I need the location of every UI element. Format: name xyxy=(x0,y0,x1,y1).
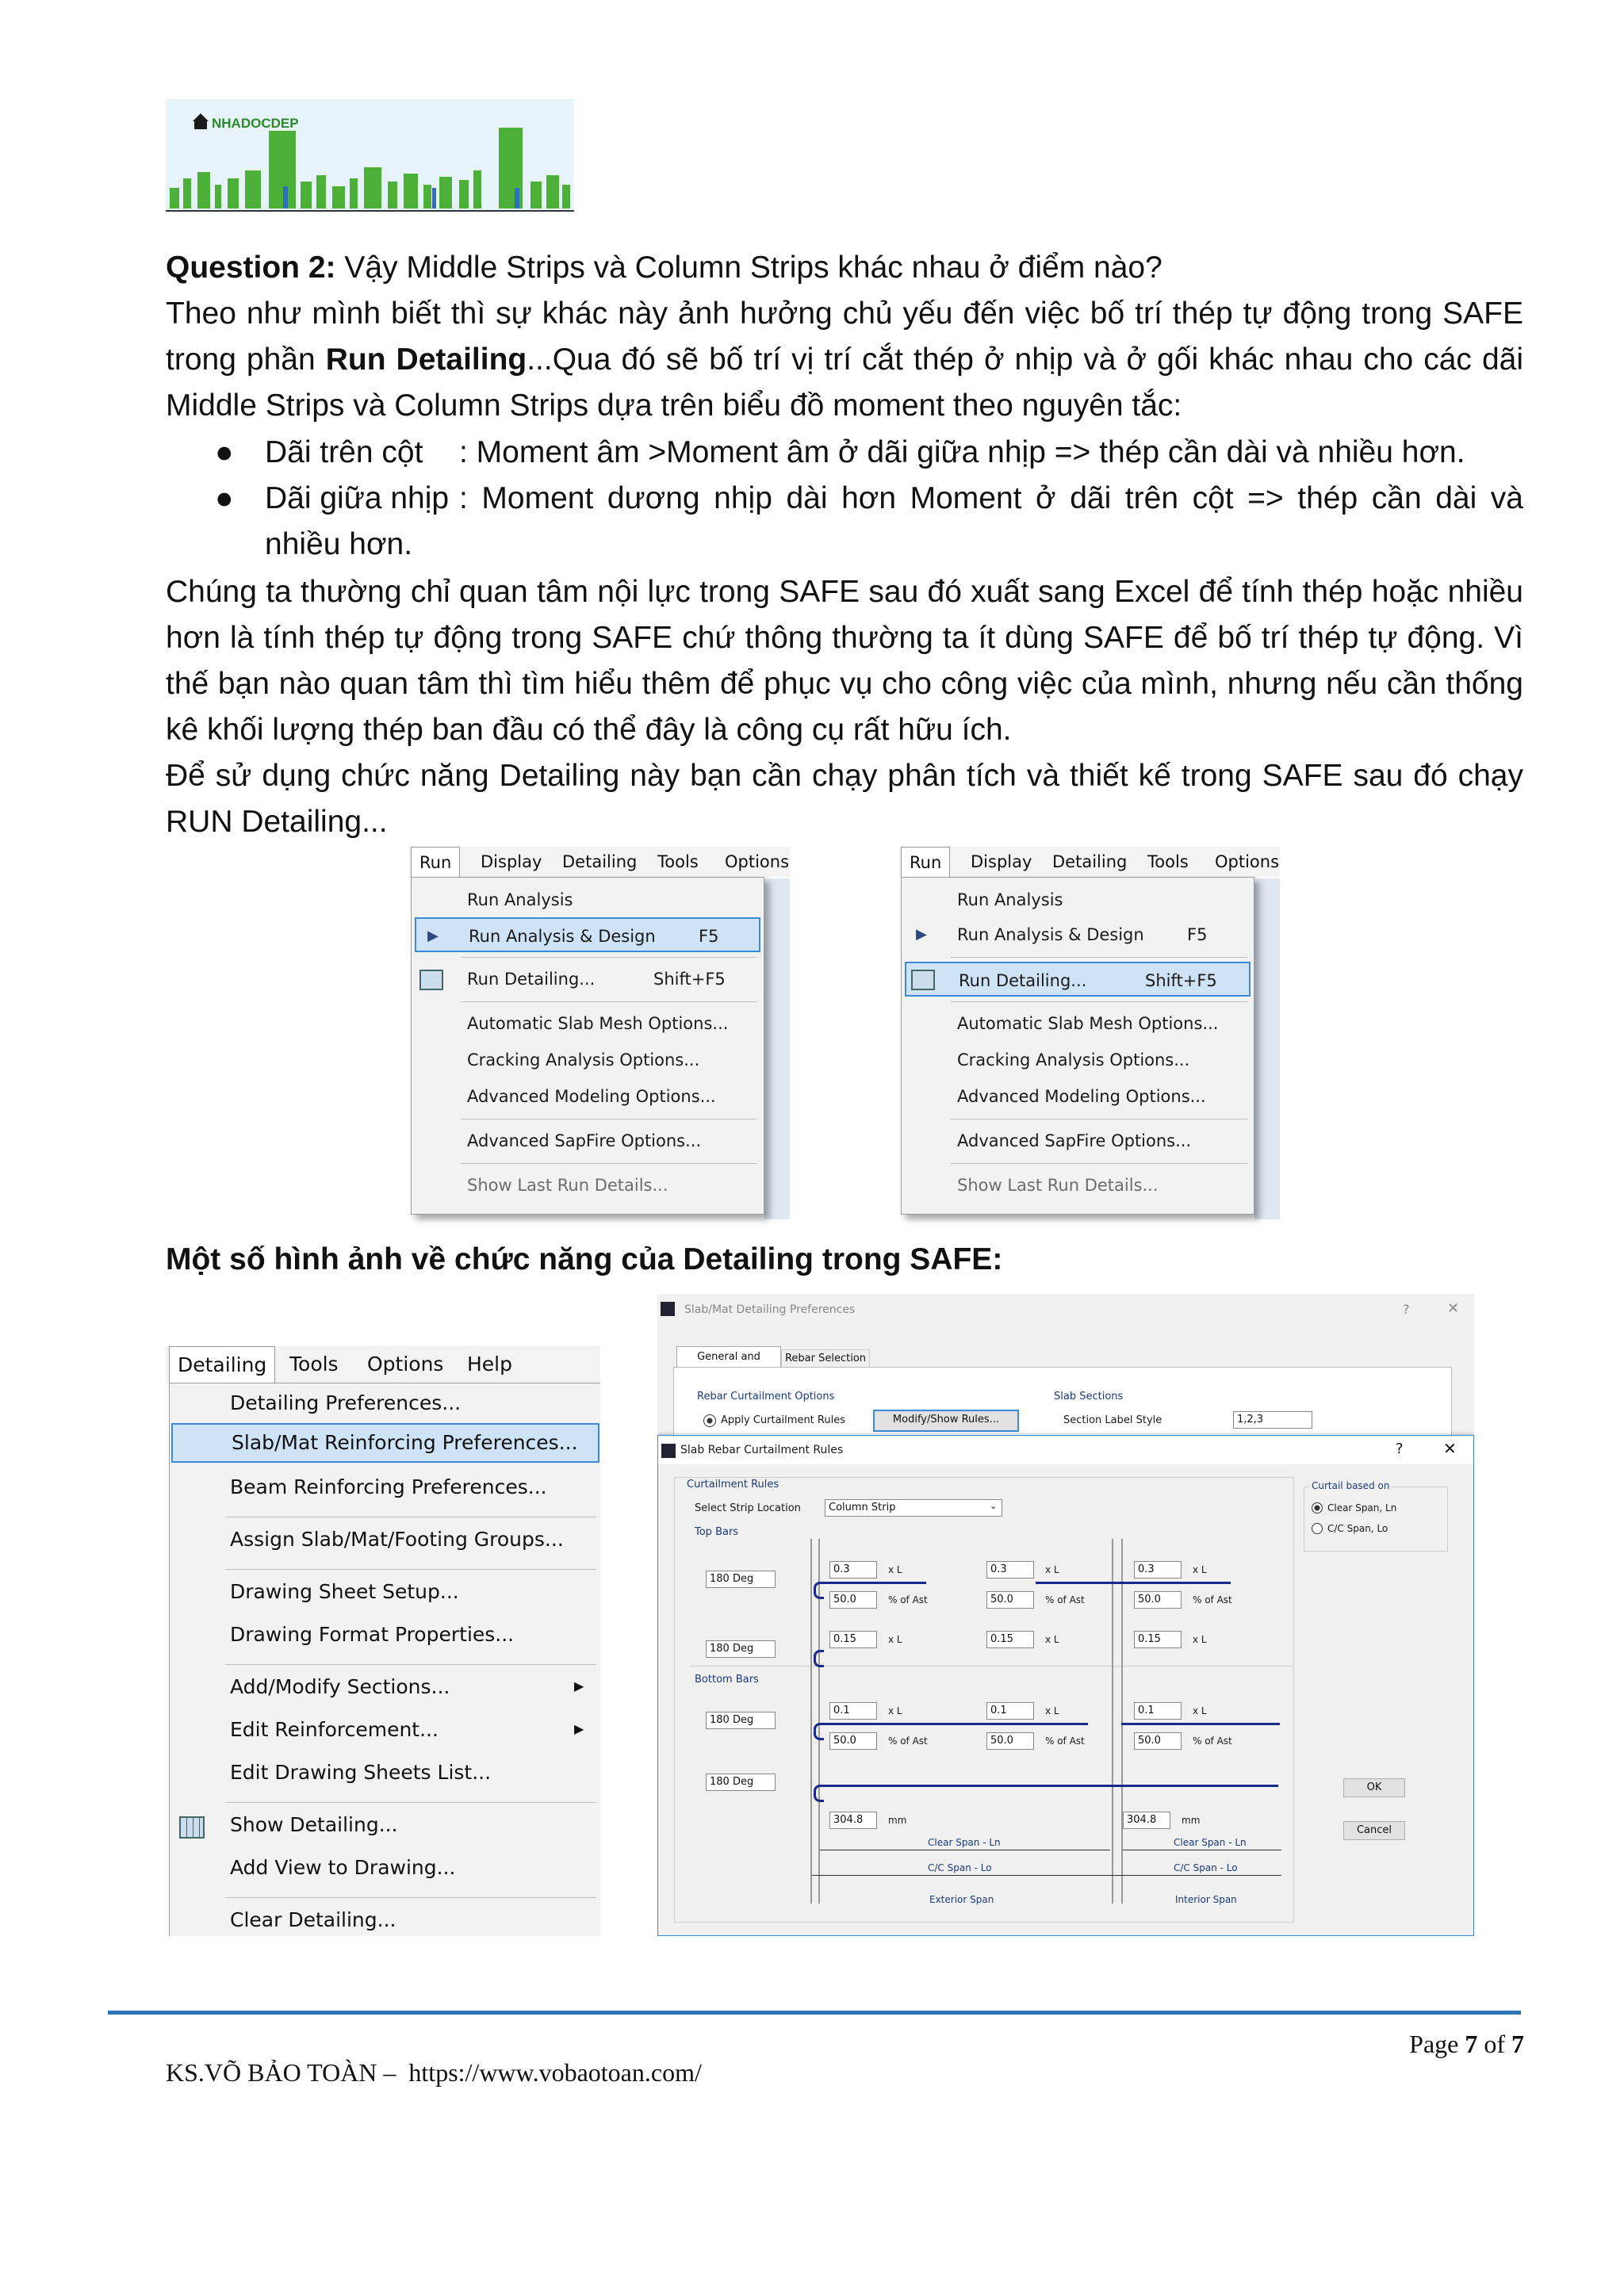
menu-item-add-sections[interactable]: Add/Modify Sections... xyxy=(230,1675,450,1698)
modify-rules-button[interactable]: Modify/Show Rules... xyxy=(873,1410,1019,1432)
top-pct-2[interactable]: 50.0 xyxy=(986,1591,1034,1609)
dim-line xyxy=(1118,1875,1281,1876)
menu-item-edit-sheets[interactable]: Edit Drawing Sheets List... xyxy=(230,1761,492,1784)
rebar-bot-1 xyxy=(818,1723,1088,1725)
app-icon xyxy=(661,1302,675,1316)
bot-pct-2[interactable]: 50.0 xyxy=(986,1732,1034,1750)
menu-item-run-analysis-design[interactable]: ▶ Run Analysis & Design F5 xyxy=(415,917,760,952)
question-text: Vậy Middle Strips và Column Strips khác nhau ở điểm nào? xyxy=(335,251,1162,285)
unit-label: % of Ast xyxy=(1193,1735,1232,1747)
menu-item-advanced-modeling[interactable]: Advanced Modeling Options... xyxy=(957,1087,1206,1106)
interior-span-label: Interior Span xyxy=(1175,1894,1237,1905)
unit-label: % of Ast xyxy=(1045,1735,1085,1747)
apply-rules-radio[interactable] xyxy=(703,1414,716,1427)
rules-dialog xyxy=(657,1435,1474,1936)
rebar-top-1 xyxy=(818,1582,926,1584)
menu-item-last-run[interactable]: Show Last Run Details... xyxy=(467,1176,668,1195)
unit-label: % of Ast xyxy=(1193,1594,1232,1605)
run-menu-screenshot-right xyxy=(899,847,1280,1219)
slab-sections-label: Slab Sections xyxy=(1054,1391,1124,1402)
menu-item-sapfire[interactable]: Advanced SapFire Options... xyxy=(957,1131,1192,1150)
section-heading: Một số hình ảnh về chức năng của Detailing trong SAFE: xyxy=(166,1242,1003,1276)
menu-item-run-detailing[interactable]: Run Detailing... Shift+F5 xyxy=(905,962,1251,997)
submenu-arrow-icon: ▶ xyxy=(574,1678,584,1693)
dim-line xyxy=(812,1875,1118,1876)
clear-span-label-int: Clear Span - Ln xyxy=(1174,1837,1247,1848)
chevron-down-icon: ⌄ xyxy=(990,1501,998,1511)
cc-span-label-ext: C/C Span - Lo xyxy=(928,1862,992,1873)
bottom-bars-label: Bottom Bars xyxy=(695,1674,759,1686)
separator xyxy=(951,1163,1247,1164)
unit-label: x L xyxy=(888,1634,902,1645)
support-line xyxy=(1121,1539,1123,1904)
bullet-2 xyxy=(166,476,1523,568)
strip-location-select[interactable]: Column Strip xyxy=(825,1499,1002,1517)
city-skyline-icon xyxy=(166,99,574,210)
rebar-bot-right xyxy=(1121,1723,1280,1725)
menu-item-slab-mesh[interactable]: Automatic Slab Mesh Options... xyxy=(957,1014,1219,1033)
run-dropdown xyxy=(901,877,1254,1215)
unit-label: mm xyxy=(1182,1815,1201,1826)
clear-span-label-ext: Clear Span - Ln xyxy=(928,1837,1001,1848)
clear-span-radio[interactable] xyxy=(1312,1502,1323,1513)
help-button[interactable]: ? xyxy=(1403,1302,1410,1317)
help-button[interactable]: ? xyxy=(1396,1441,1404,1457)
menu-item-beam-preferences[interactable]: Beam Reinforcing Preferences... xyxy=(230,1475,547,1498)
menu-detailing[interactable]: Detailing xyxy=(1052,852,1128,871)
clear-span-option: Clear Span, Ln xyxy=(1327,1502,1397,1513)
curtailment-rules-label: Curtailment Rules xyxy=(687,1479,779,1490)
menu-run[interactable]: Run xyxy=(901,847,950,878)
bullet-term: Dãi giữa nhịp xyxy=(265,481,450,515)
menu-detailing[interactable]: Detailing xyxy=(562,852,638,871)
menu-item-run-analysis[interactable]: Run Analysis xyxy=(957,890,1063,909)
bullet-text: : Moment dương nhịp dài hơn Moment ở dãi trên cột => thép cần dài và nhiều hơn. xyxy=(265,481,1523,561)
footer-author: KS.VÕ BẢO TOÀN – https://www.vobaotoan.com/ xyxy=(166,2058,702,2087)
cc-span-option: C/C Span, Lo xyxy=(1327,1523,1388,1534)
top-bars-label: Top Bars xyxy=(695,1526,739,1538)
detailing-icon xyxy=(911,970,935,990)
bullet-text: : Moment âm >Moment âm ở dãi giữa nhịp => thép cần dài và nhiều hơn. xyxy=(459,435,1465,469)
top-hook-select-2[interactable]: 180 Deg xyxy=(706,1640,776,1658)
unit-label: mm xyxy=(888,1815,907,1826)
detailing-icon xyxy=(419,970,443,990)
intro-text-bold: Run Detailing xyxy=(325,342,527,377)
menu-item-cracking[interactable]: Cracking Analysis Options... xyxy=(467,1050,700,1070)
menu-item-run-analysis-design[interactable]: ▶ Run Analysis & Design F5 xyxy=(902,917,1254,952)
pref-dialog-title: Slab/Mat Detailing Preferences xyxy=(684,1303,856,1316)
dialogs-screenshot xyxy=(657,1294,1474,1936)
menu-item-edit-reinforcement[interactable]: Edit Reinforcement... xyxy=(230,1718,439,1741)
rebar-bot-1-hook xyxy=(814,1723,824,1740)
top-extent-2[interactable]: 0.3 xyxy=(986,1561,1034,1578)
tab-rebar-selection[interactable]: Rebar Selection xyxy=(781,1349,870,1368)
top-hook-select-1[interactable]: 180 Deg xyxy=(706,1571,776,1588)
close-icon[interactable]: ✕ xyxy=(1443,1439,1457,1458)
top2-extent-2[interactable]: 0.15 xyxy=(986,1631,1034,1648)
menu-tools[interactable]: Tools xyxy=(1147,852,1189,871)
run-dropdown xyxy=(411,877,764,1215)
detailing-menu-screenshot xyxy=(166,1346,600,1936)
app-icon xyxy=(661,1444,676,1458)
paragraph-run-detailing: Để sử dụng chức năng Detailing này bạn cần chạy phân tích và thiết kế trong SAFE sau đó chạy RUN Detailing... xyxy=(166,759,1523,839)
cc-span-radio[interactable] xyxy=(1312,1523,1323,1534)
support-line xyxy=(1112,1539,1113,1904)
pref-panel xyxy=(673,1367,1452,1438)
page-number: Page 7 of 7 xyxy=(1409,2030,1524,2058)
apply-rules-label: Apply Curtailment Rules xyxy=(721,1414,845,1426)
menu-item-format-properties[interactable]: Drawing Format Properties... xyxy=(230,1623,515,1646)
unit-label: x L xyxy=(1193,1564,1207,1575)
bottom-hook-select-1[interactable]: 180 Deg xyxy=(706,1712,776,1729)
menu-tools[interactable]: Tools xyxy=(289,1353,339,1376)
curtailment-options-label: Rebar Curtailment Options xyxy=(697,1391,835,1402)
unit-label: x L xyxy=(1193,1705,1207,1716)
rebar-bot-2 xyxy=(818,1785,1278,1787)
background-canvas xyxy=(1254,878,1280,1219)
anchor-length-2[interactable]: 304.8 xyxy=(1123,1812,1170,1829)
background-canvas xyxy=(764,878,790,1219)
menu-item-last-run[interactable]: Show Last Run Details... xyxy=(957,1176,1159,1195)
menu-bar xyxy=(166,1346,600,1383)
top-extent-1[interactable]: 0.3 xyxy=(829,1561,877,1578)
menu-item-add-view[interactable]: Add View to Drawing... xyxy=(230,1856,456,1879)
separator xyxy=(461,1163,757,1164)
top2-extent-3[interactable]: 0.15 xyxy=(1134,1631,1182,1648)
bullet-dot: ● xyxy=(215,481,234,515)
menu-display[interactable]: Display xyxy=(971,852,1032,871)
rebar-top-1-hook xyxy=(814,1582,824,1599)
separator xyxy=(225,1569,596,1570)
bot-extent-3[interactable]: 0.1 xyxy=(1134,1702,1182,1720)
menu-item-sheet-setup[interactable]: Drawing Sheet Setup... xyxy=(230,1580,459,1603)
menu-item-sapfire[interactable]: Advanced SapFire Options... xyxy=(467,1131,702,1150)
menu-item-clear-detailing[interactable]: Clear Detailing... xyxy=(230,1908,396,1931)
bot-pct-3[interactable]: 50.0 xyxy=(1134,1732,1182,1750)
menu-item-slab-mesh[interactable]: Automatic Slab Mesh Options... xyxy=(467,1014,729,1033)
unit-label: x L xyxy=(888,1564,902,1575)
play-icon: ▶ xyxy=(427,928,439,944)
menu-item-assign-groups[interactable]: Assign Slab/Mat/Footing Groups... xyxy=(230,1528,564,1551)
curtail-based-on-label: Curtail based on xyxy=(1312,1480,1390,1491)
menu-item-run-detailing[interactable]: Run Detailing... Shift+F5 xyxy=(412,962,764,997)
submenu-arrow-icon: ▶ xyxy=(574,1721,584,1736)
menu-item-run-analysis[interactable]: Run Analysis xyxy=(467,890,573,909)
menu-display[interactable]: Display xyxy=(481,852,542,871)
unit-label: % of Ast xyxy=(1045,1594,1085,1605)
bullet-dot: ● xyxy=(215,435,234,469)
menu-item-cracking[interactable]: Cracking Analysis Options... xyxy=(957,1050,1190,1070)
rules-titlebar xyxy=(658,1436,1473,1464)
unit-label: x L xyxy=(888,1705,902,1716)
pref-dialog xyxy=(657,1294,1474,1437)
bot-extent-2[interactable]: 0.1 xyxy=(986,1702,1034,1720)
rebar-top-2-hook xyxy=(814,1650,824,1667)
bot-pct-1[interactable]: 50.0 xyxy=(829,1732,877,1750)
unit-label: x L xyxy=(1193,1634,1207,1645)
section-label-style-label: Section Label Style xyxy=(1063,1414,1162,1426)
bottom-hook-select-2[interactable]: 180 Deg xyxy=(706,1774,776,1791)
menu-run[interactable]: Run xyxy=(411,847,460,878)
paragraph-body: Chúng ta thường chỉ quan tâm nội lực trong SAFE sau đó xuất sang Excel để tính thép hoặc nhiều hơn là tính thép tự động trong SAFE chứ thông thường ta ít dùng SAFE để bố trí thép tự động. Vì thế bạn nào quan tâm thì tìm hiểu thêm để phục vụ cho công việc của mình, nhưng nếu cần thống kê khối lượng thép ban đầu có thể đây là công cụ rất hữu ích. xyxy=(166,575,1523,747)
separator xyxy=(461,1001,757,1002)
menu-detailing[interactable]: Detailing xyxy=(169,1346,275,1383)
bullet-term: Dãi trên cột xyxy=(265,435,423,469)
top-pct-1[interactable]: 50.0 xyxy=(829,1591,877,1609)
unit-label: % of Ast xyxy=(888,1594,928,1605)
unit-label: x L xyxy=(1045,1705,1059,1716)
exterior-span-label: Exterior Span xyxy=(929,1894,994,1905)
unit-label: % of Ast xyxy=(888,1735,928,1747)
menu-help[interactable]: Help xyxy=(467,1353,512,1376)
menu-options[interactable]: Options xyxy=(367,1353,444,1376)
separator xyxy=(225,1897,596,1898)
separator xyxy=(225,1664,596,1665)
menu-item-advanced-modeling[interactable]: Advanced Modeling Options... xyxy=(467,1087,716,1106)
logo xyxy=(166,99,574,212)
question-line xyxy=(166,245,1523,291)
menu-item-show-detailing[interactable]: Show Detailing... xyxy=(230,1813,398,1836)
separator xyxy=(951,957,1247,958)
detailing-dropdown xyxy=(169,1383,600,1936)
unit-label: x L xyxy=(1045,1634,1059,1645)
top-extent-3[interactable]: 0.3 xyxy=(1134,1561,1182,1578)
menu-item-slab-mat-preferences[interactable]: Slab/Mat Reinforcing Preferences... xyxy=(171,1423,599,1463)
intro-text-c: ...Qua đó sẽ bố trí vị trí cắt thép ở nhịp và ở gối khác nhau cho các dãi Middle Strips và Column Strips dựa trên biểu đồ moment theo nguyên tắc: xyxy=(166,342,1523,423)
bullet-1 xyxy=(166,430,1523,476)
anchor-length-1[interactable]: 304.8 xyxy=(829,1812,877,1829)
tab-general-display[interactable]: General and xyxy=(676,1346,781,1368)
rebar-top-mid xyxy=(1036,1582,1231,1584)
question-label: Question 2: xyxy=(166,251,336,285)
curtail-group-box xyxy=(1304,1487,1448,1552)
footer-rule xyxy=(108,2011,1521,2015)
menu-item-detailing-preferences[interactable]: Detailing Preferences... xyxy=(230,1391,462,1414)
bot-extent-1[interactable]: 0.1 xyxy=(829,1702,877,1720)
rebar-bot-2-hook xyxy=(814,1785,824,1802)
menu-bar xyxy=(899,847,1280,877)
menu-options[interactable]: Options xyxy=(1215,852,1280,871)
strip-location-label: Select Strip Location xyxy=(695,1502,801,1514)
menu-bar xyxy=(409,847,790,877)
separator xyxy=(951,1001,1247,1002)
cc-span-label-int: C/C Span - Lo xyxy=(1174,1862,1238,1873)
grid-icon xyxy=(179,1816,205,1839)
intro-text-a: Theo như mình biết thì sự khác này ảnh hưởng chủ yếu đến việc bố trí thép tự động trong SAFE trong phần xyxy=(166,297,1523,377)
separator xyxy=(225,1802,596,1803)
menu-tools[interactable]: Tools xyxy=(657,852,699,871)
play-icon: ▶ xyxy=(916,926,927,943)
rules-main-panel xyxy=(674,1477,1294,1923)
support-line xyxy=(810,1539,812,1904)
paragraph-intro xyxy=(166,291,1523,429)
cancel-button[interactable]: Cancel xyxy=(1343,1821,1405,1840)
close-icon[interactable]: ✕ xyxy=(1447,1300,1460,1317)
run-menu-screenshot-left xyxy=(409,847,790,1219)
separator xyxy=(461,957,757,958)
rules-dialog-title: Slab Rebar Curtailment Rules xyxy=(680,1444,844,1456)
top2-extent-1[interactable]: 0.15 xyxy=(829,1631,877,1648)
top-pct-3[interactable]: 50.0 xyxy=(1134,1591,1182,1609)
ok-button[interactable]: OK xyxy=(1343,1778,1405,1797)
menu-options[interactable]: Options xyxy=(725,852,790,871)
divider xyxy=(690,1666,1293,1667)
unit-label: x L xyxy=(1045,1564,1059,1575)
section-label-style-select[interactable]: 1,2,3 xyxy=(1233,1411,1312,1429)
logo-brand: NHADOCDEP xyxy=(212,116,299,131)
